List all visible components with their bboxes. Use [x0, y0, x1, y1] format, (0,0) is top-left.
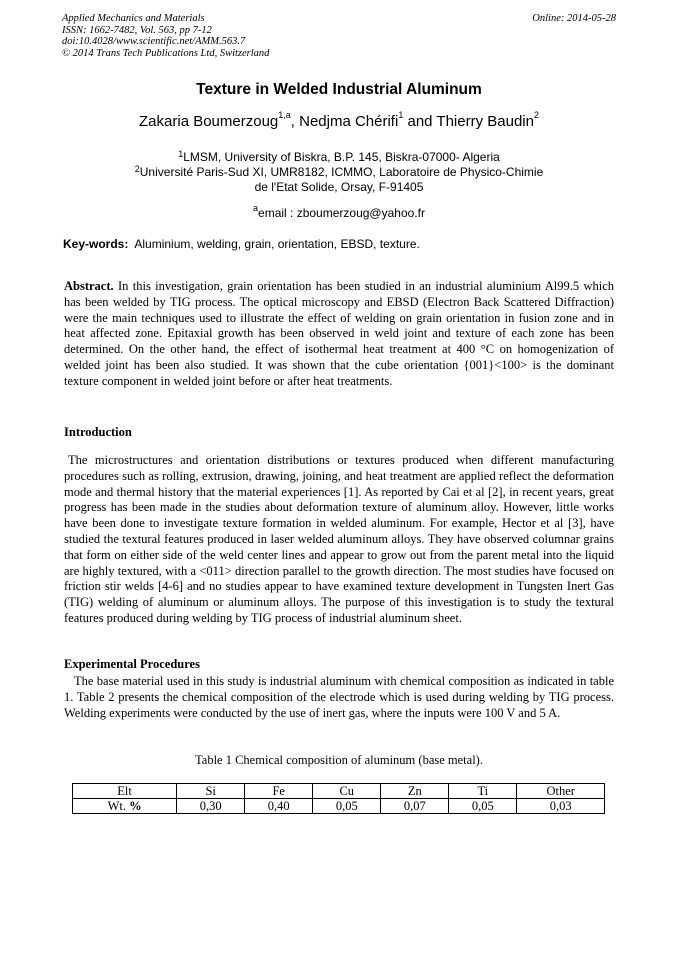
table-cell: 0,05 [449, 799, 517, 814]
affiliation-1 [0, 150, 678, 165]
journal-copyright: © 2014 Trans Tech Publications Ltd, Switzerland [62, 47, 270, 59]
online-date: Online: 2014-05-28 [532, 13, 616, 24]
author-separator: and [403, 113, 437, 130]
experimental-heading: Experimental Procedures [64, 657, 200, 671]
email-mark: a [253, 203, 259, 213]
composition-table [72, 783, 605, 814]
table-header-row [73, 784, 605, 799]
table-caption: Table 1 Chemical composition of aluminum (base metal). [195, 753, 483, 767]
table-header-cell: Si [177, 784, 245, 799]
affil-mark: 2 [134, 164, 140, 174]
affil-mark: 1 [178, 149, 184, 159]
table-header-cell: Cu [313, 784, 381, 799]
table-header-cell: Other [517, 784, 605, 799]
affil-text: Université Paris-Sud XI, UMR8182, ICMMO, Laboratoire de Physico-Chimie [139, 165, 544, 179]
table-cell: 0,05 [313, 799, 381, 814]
abstract-text: In this investigation, grain orientation has been studied in an industrial aluminium Al99.5 which has been welded by TIG process. The optical microscopy and EBSD (Electron Back Scattered Diffraction) were the main techniques used to illustrate the effect of welding on grain orientation in fusion zone and in heat affected zone. Epitaxial growth has been observed in weld joint and texture of each zone has been determined. On the other hand, the effect of isothermal heat treatment at 400 °C on homogenization of welded joint has been also studied. It was shown that the cube orientation {001}<100> is the dominant texture component in welded joint before or after heat treatments. [64, 279, 615, 388]
author-name: Nedjma Chérifi [299, 113, 399, 130]
table-header-cell: Zn [381, 784, 449, 799]
journal-name: Applied Mechanics and Materials [62, 13, 205, 24]
abstract [64, 279, 614, 390]
journal-header [62, 13, 616, 59]
keywords-text: Aluminium, welding, grain, orientation, EBSD, texture. [134, 237, 420, 251]
introduction-heading: Introduction [64, 425, 132, 439]
abstract-label: Abstract. [64, 279, 114, 293]
author-affil-mark: 1 [398, 110, 404, 120]
table-cell: 0,07 [381, 799, 449, 814]
table-cell: 0,40 [245, 799, 313, 814]
affiliations [0, 150, 678, 195]
affil-text: LMSM, University of Biskra, B.P. 145, Biskra-07000- Algeria [183, 150, 500, 164]
table-header-cell: Fe [245, 784, 313, 799]
row-label-unit: % [129, 799, 142, 813]
affiliation-2-line2: de l'Etat Solide, Orsay, F-91405 [254, 180, 424, 194]
keywords-label: Key-words: [63, 237, 129, 251]
table-row-label [73, 799, 177, 814]
paper-title: Texture in Welded Industrial Aluminum [196, 81, 482, 98]
keywords [63, 237, 420, 251]
author-affil-mark: 1,a [278, 110, 291, 120]
author-affil-mark: 2 [533, 110, 539, 120]
author-list [0, 110, 678, 130]
introduction-text: The microstructures and orientation distributions or textures produced when different manufacturing procedures such as rolling, extrusion, drawing, joining, and heat treatment are applied reflect the deformation mode and thermal history that the material experiences [1]. As reported by Cai et al [2], in recent years, great progress has been made in the studies about deformation texture of aluminum alloy. However, little works have been done to investigate texture formation in welded aluminum. For example, Hector et al [3], have studied the textural features produced in laser welded aluminum alloys. They have observed columnar grains that form on either side of the weld center lines and appear to grow out from the parent metal into the liquid are highly textured, with a <011> direction parallel to the growth direction. The most studies have focused on friction stir welds [4-6] and no studies appear to have examined texture development in Tungsten Inert Gas (TIG) welding of aluminum or aluminum alloys. The purpose of this investigation is to study the textural features produced during welding by TIG process of industrial aluminum sheet. [64, 453, 614, 625]
affiliation-2 [0, 165, 678, 180]
email-text: email : zboumerzoug@yahoo.fr [258, 206, 425, 220]
experimental-text: The base material used in this study is industrial aluminum with chemical composition as indicated in table 1. Table 2 presents the chemical composition of the electrode which is used during welding by TIG process. Welding experiments were conducted by the use of inert gas, where the inputs were 100 V and 5 A. [64, 674, 614, 720]
contact-email [0, 203, 678, 220]
table-cell: 0,03 [517, 799, 605, 814]
author-name: Thierry Baudin [436, 113, 534, 130]
table-header-cell: Elt [73, 784, 177, 799]
table-row [73, 799, 605, 814]
author-name: Zakaria Boumerzoug [139, 113, 279, 130]
journal-doi: doi:10.4028/www.scientific.net/AMM.563.7 [62, 36, 246, 47]
table-header-cell: Ti [449, 784, 517, 799]
table-cell: 0,30 [177, 799, 245, 814]
journal-issn: ISSN: 1662-7482, Vol. 563, pp 7-12 [62, 24, 212, 36]
author-separator: , [290, 113, 300, 130]
row-label-text: Wt. [107, 799, 130, 813]
